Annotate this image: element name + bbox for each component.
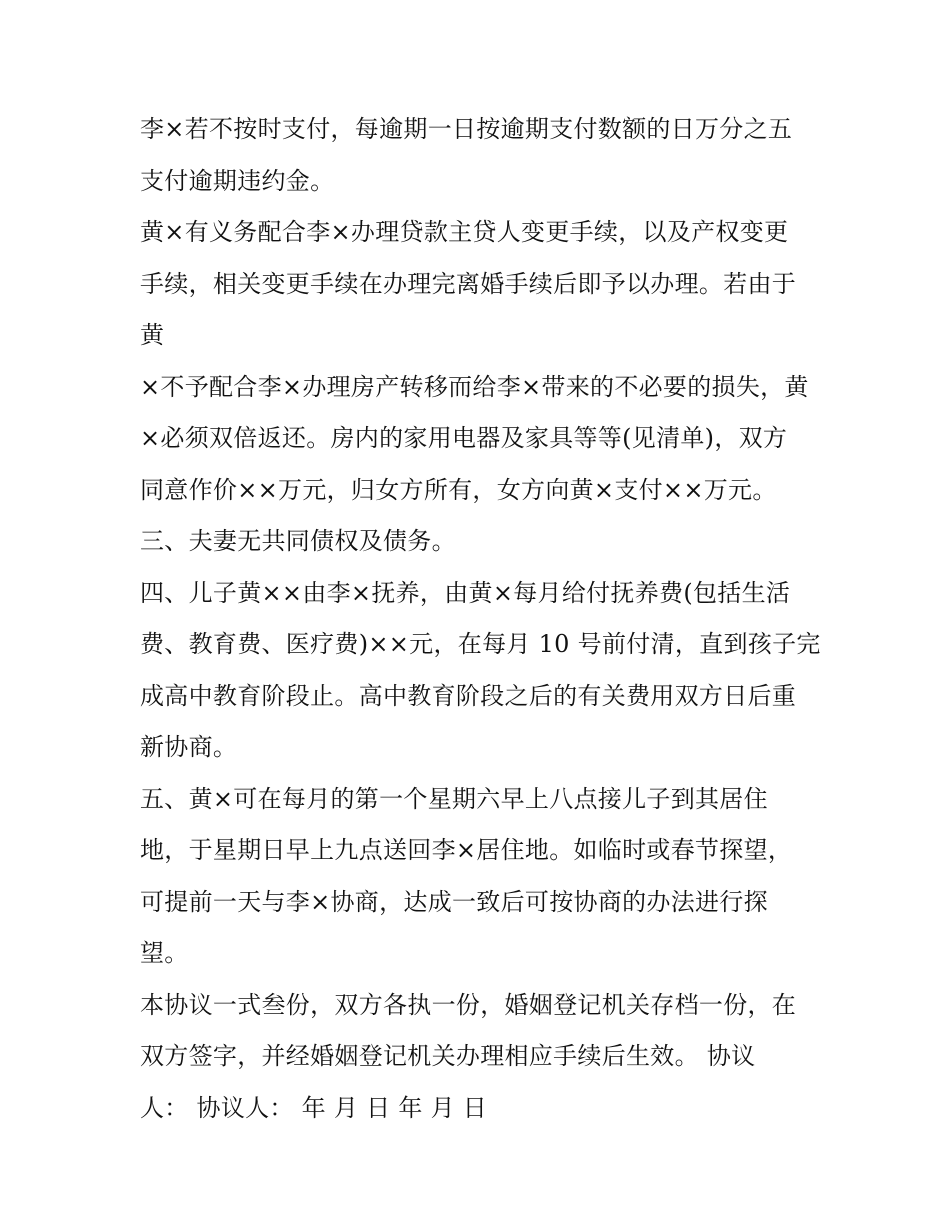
text-line: 费、教育费、医疗费)××元，在每月 10 号前付清，直到孩子完 [140,630,821,658]
text-line: ×必须双倍返还。房内的家用电器及家具等等(见清单)，双方 [140,424,788,452]
text-line: 可提前一天与李×协商，达成一致后可按协商的办法进行探 [140,887,768,916]
text-line: ×不予配合李×办理房产转移而给李×带来的不必要的损失，黄 [140,372,809,401]
text-line: 同意作价××万元，归女方所有，女方向黄×支付××万元。 [140,475,777,504]
text-line: 本协议一式叁份，双方各执一份，婚姻登记机关存档一份，在 [140,990,797,1019]
text-line: 人： 协议人： 年 月 日 年 月 日 [140,1093,488,1122]
text-line: 望。 [140,939,189,967]
text-line: 五、黄×可在每月的第一个星期六早上八点接儿子到其居住 [140,784,768,813]
text-line: 地，于星期日早上九点送回李×居住地。如临时或春节探望， [140,836,793,864]
text-line: 成高中教育阶段止。高中教育阶段之后的有关费用双方日后重 [140,681,797,710]
text-line: 黄×有义务配合李×办理贷款主贷人变更手续，以及产权变更 [140,218,789,246]
text-line: 四、儿子黄××由李×抚养，由黄×每月给付抚养费(包括生活 [140,578,791,607]
text-line: 双方签字，并经婚姻登记机关办理相应手续后生效。 协议 [140,1042,756,1070]
document-body [140,104,820,1134]
text-line: 支付逾期违约金。 [140,166,335,195]
text-line: 黄 [140,321,165,349]
text-line: 手续，相关变更手续在办理完离婚手续后即予以办理。若由于 [140,269,797,298]
text-line: 新协商。 [140,733,238,761]
text-line: 李×若不按时支付，每逾期一日按逾期支付数额的日万分之五 [140,115,793,143]
text-line: 三、夫妻无共同债权及债务。 [140,527,456,555]
